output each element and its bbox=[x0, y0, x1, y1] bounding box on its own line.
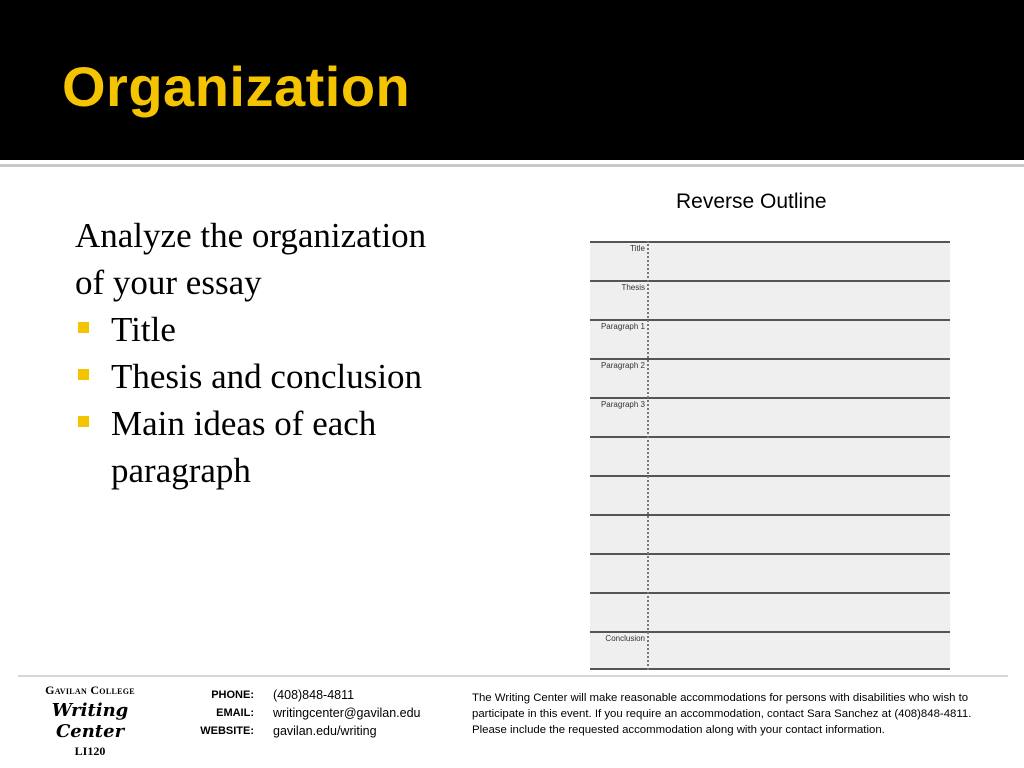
slide-body bbox=[75, 212, 515, 494]
bullet-square-icon bbox=[78, 322, 89, 333]
bullet-list bbox=[75, 306, 515, 494]
slide-title: Organization bbox=[62, 55, 411, 118]
bullet-item bbox=[75, 353, 515, 400]
room-number: LI120 bbox=[74, 744, 106, 758]
email-value: writingcenter@gavilan.edu bbox=[273, 706, 421, 720]
bullet-text: Title bbox=[111, 310, 176, 349]
outline-row bbox=[590, 319, 950, 358]
outline-row bbox=[590, 592, 950, 631]
outline-row bbox=[590, 280, 950, 319]
outline-row bbox=[590, 553, 950, 592]
bullet-text: Thesis and conclusion bbox=[111, 357, 423, 396]
intro-line-1: Analyze the organization bbox=[75, 216, 427, 255]
college-name: Gavilan College bbox=[45, 683, 135, 697]
phone-label: PHONE: bbox=[211, 689, 254, 701]
outline-row bbox=[590, 358, 950, 397]
reverse-outline-title: Reverse Outline bbox=[676, 190, 827, 213]
website-label: WEBSITE: bbox=[200, 725, 254, 737]
outline-dotted-margin bbox=[647, 241, 649, 670]
college-logo bbox=[20, 683, 160, 759]
row-label: Paragraph 1 bbox=[600, 322, 645, 331]
bullet-square-icon bbox=[78, 369, 89, 380]
bullet-text: Main ideas of each paragraph bbox=[111, 404, 377, 490]
outline-row bbox=[590, 475, 950, 514]
row-label: Paragraph 3 bbox=[600, 400, 645, 409]
row-label: Title bbox=[630, 244, 645, 253]
reverse-outline-worksheet bbox=[590, 241, 950, 670]
row-label: Paragraph 2 bbox=[600, 361, 645, 370]
outline-row bbox=[590, 436, 950, 475]
writing-center-name: Writing Center bbox=[51, 700, 129, 742]
website-value: gavilan.edu/writing bbox=[273, 724, 377, 738]
title-bar bbox=[0, 0, 1024, 160]
outline-row bbox=[590, 241, 950, 280]
outline-row bbox=[590, 631, 950, 668]
bullet-square-icon bbox=[78, 416, 89, 427]
bullet-item bbox=[75, 306, 515, 353]
row-label: Conclusion bbox=[605, 634, 645, 643]
outline-row bbox=[590, 397, 950, 436]
intro-line-2: of your essay bbox=[75, 263, 262, 302]
outline-row bbox=[590, 514, 950, 553]
phone-value: (408)848-4811 bbox=[273, 688, 355, 702]
header-divider bbox=[0, 164, 1024, 167]
row-label: Thesis bbox=[621, 283, 645, 292]
footer-divider bbox=[18, 675, 1008, 677]
bullet-item bbox=[75, 400, 515, 494]
outline-bottom-line bbox=[590, 668, 950, 670]
email-label: EMAIL: bbox=[216, 707, 254, 719]
accommodation-notice: The Writing Center will make reasonable accommodations for persons with disabilities who wish to participate in this event. If you require an accommodation, contact Sara Sanchez at (408)848-4811. Please include the requested accommodation along with your contact information. bbox=[472, 692, 972, 736]
